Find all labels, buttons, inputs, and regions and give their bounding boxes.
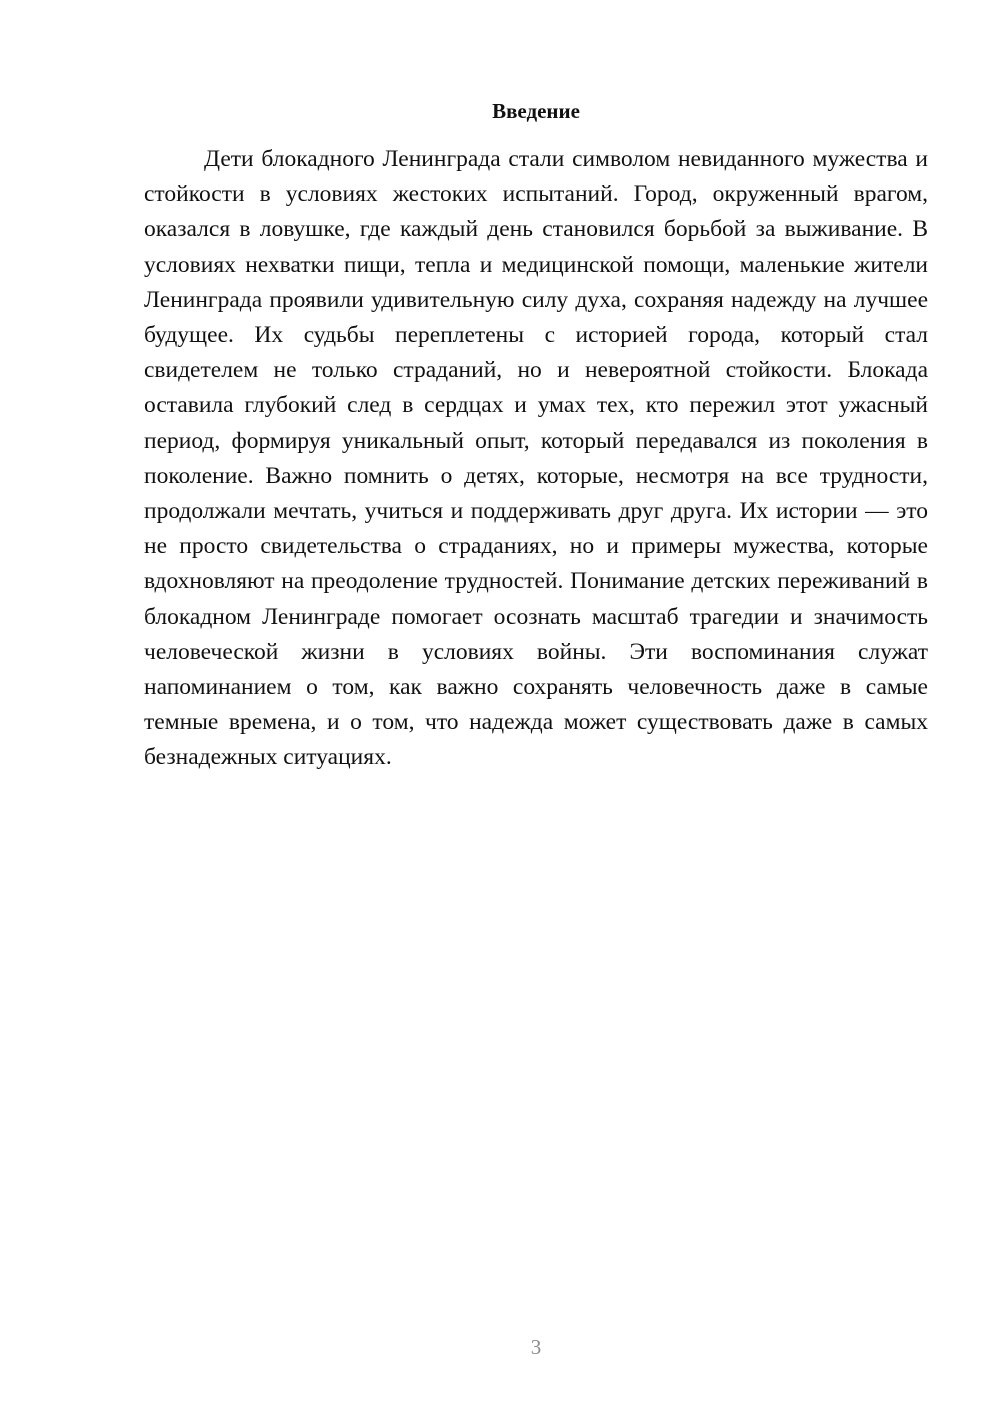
section-heading: Введение: [492, 99, 580, 123]
page-number: 3: [530, 1335, 542, 1359]
introduction-paragraph: Дети блокадного Ленинграда стали символом невиданного мужества и стойкости в условиях жестоких испытаний. Город, окруженный врагом, оказался в ловушке, где каждый день становился борьбой за выживание. В условиях нехватки пищи, тепла и медицинской помощи, маленькие жители Ленинграда проявили удивительную силу духа, сохраняя надежду на лучшее будущее. Их судьбы переплетены с историей города, который стал свидетелем не только страданий, но и невероятной стойкости. Блокада оставила глубокий след в сердцах и умах тех, кто пережил этот ужасный период, формируя уникальный опыт, который передавался из поколения в поколение. Важно помнить о детях, которые, несмотря на все трудности, продолжали мечтать, учиться и поддерживать друг друга. Их истории — это не просто свидетельства о страданиях, но и примеры мужества, которые вдохновляют на преодоление трудностей. Понимание детских переживаний в блокадном Ленинграде помогает осознать масштаб трагедии и значимость человеческой жизни в условиях войны. Эти воспоминания служат напоминанием о том, как важно сохранять человечность даже в самые темные времена, и о том, что надежда может существовать даже в самых безнадежных ситуациях.: [144, 146, 928, 771]
